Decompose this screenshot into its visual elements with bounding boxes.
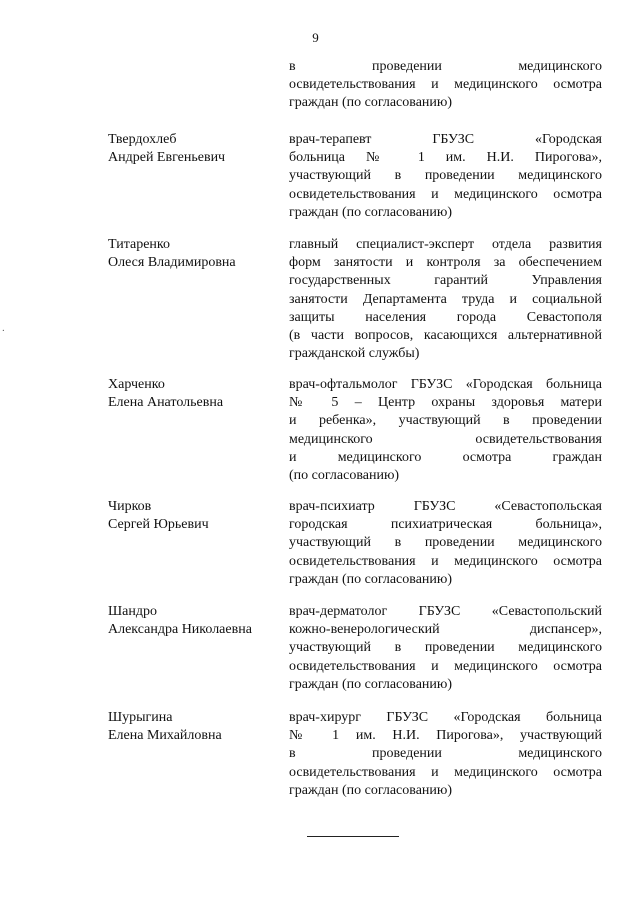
margin-mark: . <box>2 322 5 334</box>
description-line: (в части вопросов, касающихся альтернативной <box>289 327 602 343</box>
description-line: граждан (по согласованию) <box>289 676 453 692</box>
entry-name <box>108 131 278 167</box>
description-line: № 5 – Центр охраны здоровья матери <box>289 395 602 411</box>
description-line: освидетельствования и медицинского осмотра <box>289 764 602 780</box>
description-line: гражданской службы) <box>289 346 420 362</box>
description-line: граждан (по согласованию) <box>289 571 453 587</box>
given-names: Елена Анатольевна <box>108 395 224 410</box>
description-line: врач-офтальмолог ГБУЗС «Городская больница <box>289 377 602 392</box>
entry-description <box>289 709 602 800</box>
description-line: граждан (по согласованию) <box>289 204 453 220</box>
entry-name <box>108 709 278 745</box>
description-line: (по согласованию) <box>289 467 400 483</box>
surname: Твердохлеб <box>108 132 177 147</box>
description-line: участвующий в проведении медицинского <box>289 168 602 184</box>
entry-description <box>289 603 602 694</box>
surname: Чирков <box>108 499 152 514</box>
description-line: освидетельствования и медицинского осмотра <box>289 553 602 569</box>
description-line: в проведении медицинского <box>289 59 602 74</box>
description-line: граждан (по согласованию) <box>289 95 453 111</box>
description-line: в проведении медицинского <box>289 746 602 762</box>
description-line: защиты населения города Севастополя <box>289 309 602 325</box>
description-line: кожно-венерологический диспансер», <box>289 622 602 638</box>
given-names: Олеся Владимировна <box>108 255 236 270</box>
surname: Харченко <box>108 377 165 392</box>
description-line: участвующий в проведении медицинского <box>289 535 602 551</box>
description-line: врач-терапевт ГБУЗС «Городская <box>289 132 602 147</box>
description-line: и ребенка», участвующий в проведении <box>289 413 602 429</box>
description-line: больница № 1 им. Н.И. Пирогова», <box>289 150 602 166</box>
description-line: освидетельствования и медицинского осмотра <box>289 186 602 202</box>
entry-name <box>108 376 278 412</box>
description-line: форм занятости и контроля за обеспечением <box>289 255 602 271</box>
description-line: городская психиатрическая больница», <box>289 517 602 533</box>
description-line: № 1 им. Н.И. Пирогова», участвующий <box>289 728 602 744</box>
description-line: и медицинского осмотра граждан <box>289 449 602 465</box>
given-names: Сергей Юрьевич <box>108 517 209 532</box>
entry-name <box>108 603 278 639</box>
surname: Шандро <box>108 604 157 619</box>
description-line: врач-хирург ГБУЗС «Городская больница <box>289 710 602 725</box>
description-line: участвующий в проведении медицинского <box>289 640 602 656</box>
entry-description <box>289 236 602 363</box>
description-line: врач-дерматолог ГБУЗС «Севастопольский <box>289 604 602 619</box>
description-line: государственных гарантий Управления <box>289 273 602 289</box>
entry-description <box>289 498 602 589</box>
entry-name <box>108 236 278 272</box>
description-line: врач-психиатр ГБУЗС «Севастопольская <box>289 499 602 514</box>
description-line: освидетельствования и медицинского осмотра <box>289 77 602 93</box>
given-names: Александра Николаевна <box>108 622 252 637</box>
page-number: 9 <box>312 30 319 45</box>
description-line: освидетельствования и медицинского осмотра <box>289 658 602 674</box>
end-of-list-rule <box>307 836 399 837</box>
description-line: главный специалист-эксперт отдела развития <box>289 237 602 252</box>
surname: Титаренко <box>108 237 170 252</box>
given-names: Елена Михайловна <box>108 728 222 743</box>
description-line: граждан (по согласованию) <box>289 782 453 798</box>
entry-description <box>289 131 602 222</box>
entry-name <box>108 498 278 534</box>
description-line: медицинского освидетельствования <box>289 431 602 447</box>
surname: Шурыгина <box>108 710 173 725</box>
given-names: Андрей Евгеньевич <box>108 150 226 165</box>
entry-description <box>289 376 602 485</box>
description-line: занятости Департамента труда и социальной <box>289 291 602 307</box>
entry-description <box>289 58 602 113</box>
